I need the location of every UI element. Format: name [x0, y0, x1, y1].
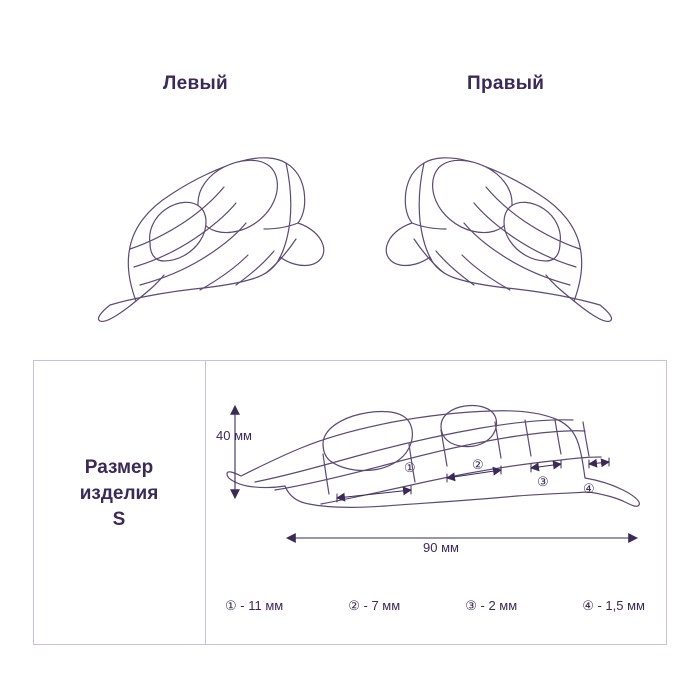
legend-item-2: ② - 7 мм: [348, 598, 401, 613]
height-dimension-label: 40 мм: [216, 428, 252, 443]
size-block: [33, 455, 205, 533]
dimension-legend: [225, 598, 645, 614]
callout-four: ④: [583, 481, 595, 496]
callout-three: ③: [537, 474, 549, 489]
left-product-label: Левый: [163, 73, 228, 94]
measured-orthosis-illustration: [225, 378, 645, 573]
size-line-1: Размер: [84, 457, 154, 478]
legend-item-4: ④ - 1,5 мм: [582, 598, 645, 613]
panel-divider: [205, 360, 206, 645]
legend-item-1: ① - 11 мм: [225, 598, 284, 613]
size-value: S: [112, 509, 126, 530]
left-orthosis-illustration: [90, 105, 340, 340]
callout-two: ②: [472, 457, 484, 472]
width-dimension-label: 90 мм: [423, 540, 459, 555]
callout-one: ①: [404, 460, 416, 475]
legend-item-3: ③ - 2 мм: [465, 598, 518, 613]
right-product-label: Правый: [467, 73, 545, 94]
right-orthosis-illustration: [370, 105, 620, 340]
size-line-2: изделия: [79, 483, 159, 504]
